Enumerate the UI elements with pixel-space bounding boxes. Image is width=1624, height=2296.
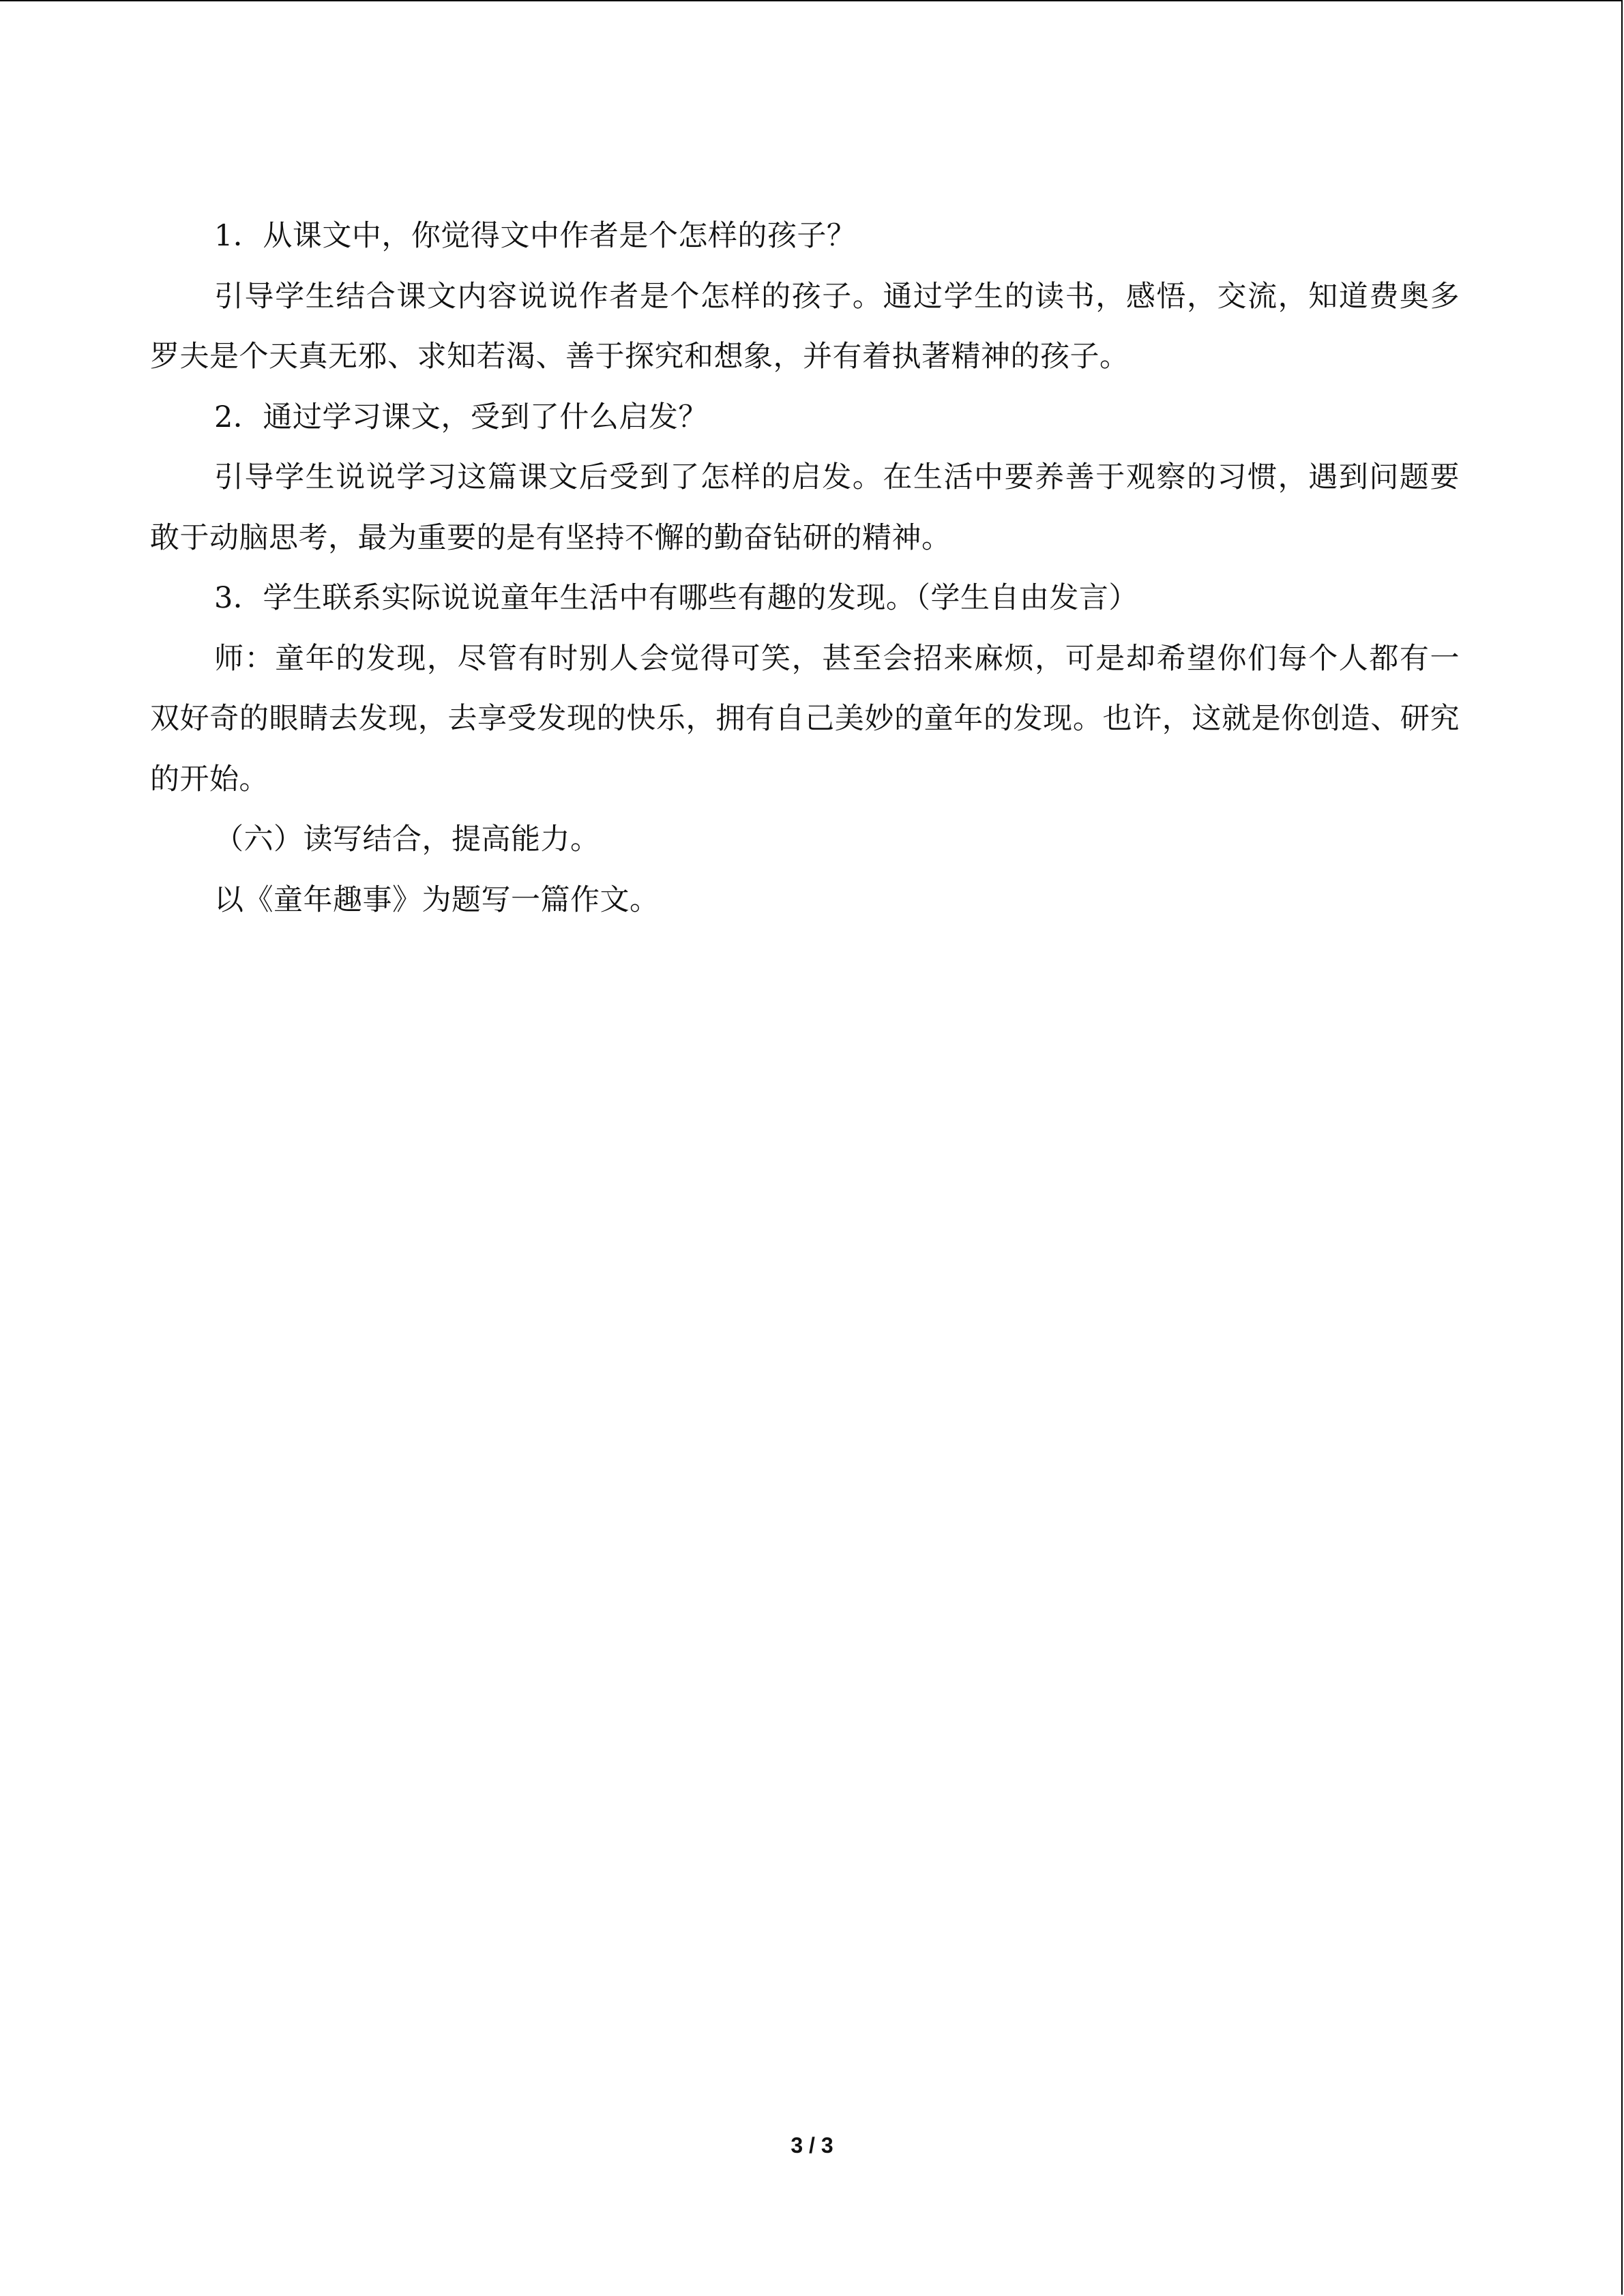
page-number: 3 / 3 [791, 2133, 833, 2158]
question-3: 3．学生联系实际说说童年生活中有哪些有趣的发现。（学生自由发言） [214, 581, 1138, 615]
section-heading: （六）读写结合，提高能力。 [214, 822, 600, 856]
question-2: 2．通过学习课文，受到了什么启发？ [214, 400, 708, 434]
answer-1: 引导学生结合课文内容说说作者是个怎样的孩子。通过学生的读书，感悟，交流，知道费奥多罗夫是个天真无邪、求知若渴、善于探究和想象，并有着执著精神的孩子。 [150, 279, 1460, 374]
document-body [150, 206, 1460, 930]
question-1: 1．从课文中，你觉得文中作者是个怎样的孩子？ [214, 219, 857, 253]
teacher-remark: 师：童年的发现，尽管有时别人会觉得可笑，甚至会招来麻烦，可是却希望你们每个人都有一双好奇的眼睛去发现，去享受发现的快乐，拥有自己美妙的童年的发现。也许，这就是你创造、研究的开始。 [150, 641, 1460, 796]
answer-2: 引导学生说说学习这篇课文后受到了怎样的启发。在生活中要养善于观察的习惯，遇到问题要敢于动脑思考，最为重要的是有坚持不懈的勤奋钻研的精神。 [150, 460, 1460, 555]
writing-assignment: 以《童年趣事》为题写一篇作文。 [214, 882, 660, 917]
